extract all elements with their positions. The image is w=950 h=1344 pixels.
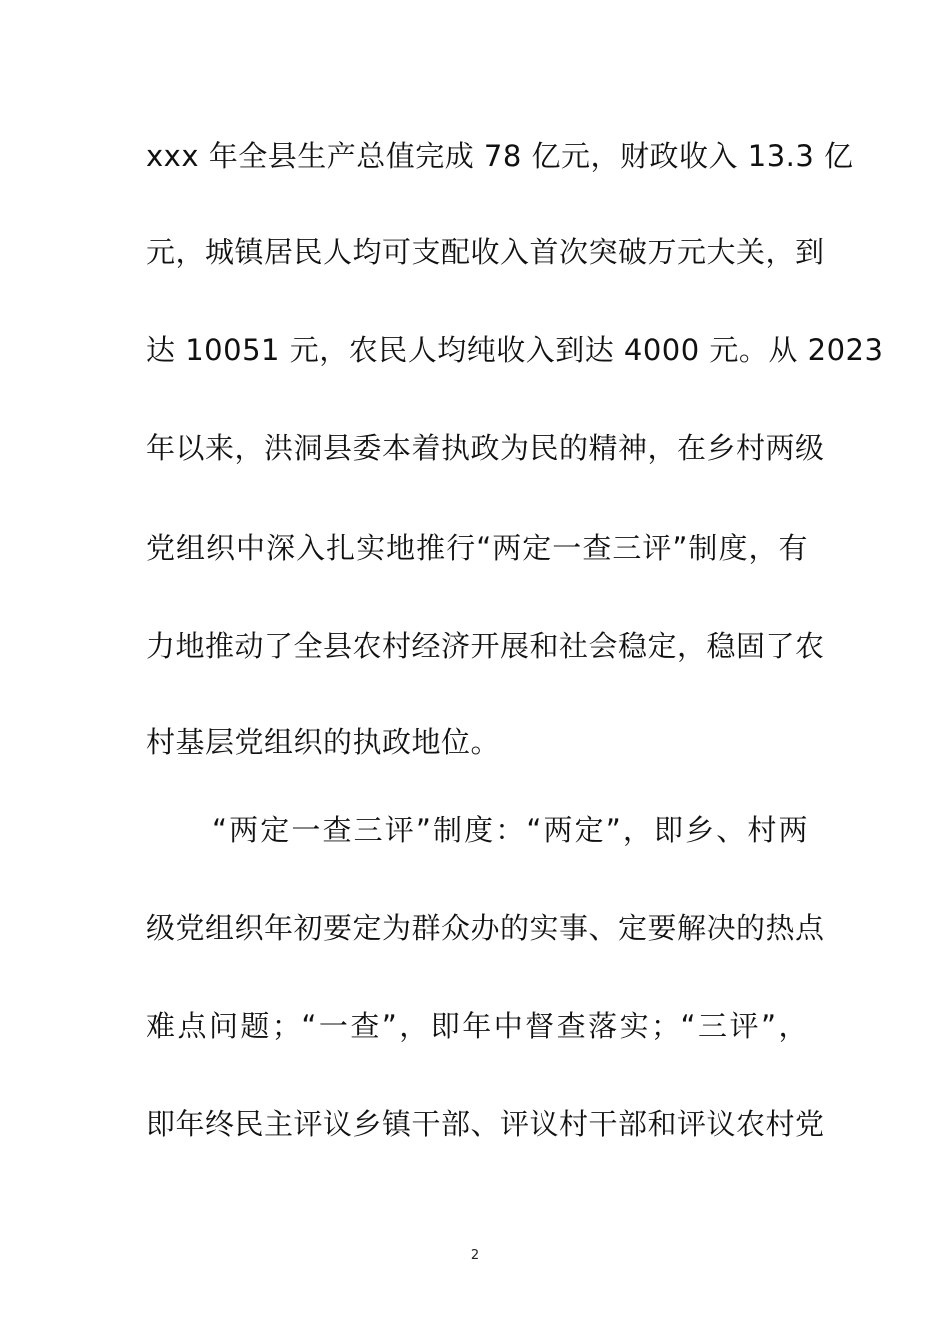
- text-line-9: 级党组织年初要定为群众办的实事、定要解决的热点: [146, 911, 825, 945]
- page-number: 2: [470, 1248, 480, 1263]
- text-line-6: 力地推动了全县农村经济开展和社会稳定，稳固了农: [146, 629, 825, 663]
- text-line-10: 难点问题；“一查”，即年中督查落实；“三评”，: [146, 1009, 808, 1043]
- text-line-1: xxx 年全县生产总值完成 78 亿元，财政收入 13.3 亿: [146, 139, 854, 173]
- text-line-8: “两定一查三评”制度：“两定”，即乡、村两: [212, 813, 808, 847]
- text-line-4: 年以来，洪洞县委本着执政为民的精神，在乡村两级: [146, 431, 825, 465]
- text-line-7: 村基层党组织的执政地位。: [146, 725, 501, 759]
- text-line-3: 达 10051 元，农民人均纯收入到达 4000 元。从 2023: [146, 333, 884, 367]
- text-line-11: 即年终民主评议乡镇干部、评议村干部和评议农村党: [146, 1107, 825, 1141]
- text-line-2: 元，城镇居民人均可支配收入首次突破万元大关，到: [146, 235, 825, 269]
- text-line-5: 党组织中深入扎实地推行“两定一查三评”制度，有: [146, 531, 808, 565]
